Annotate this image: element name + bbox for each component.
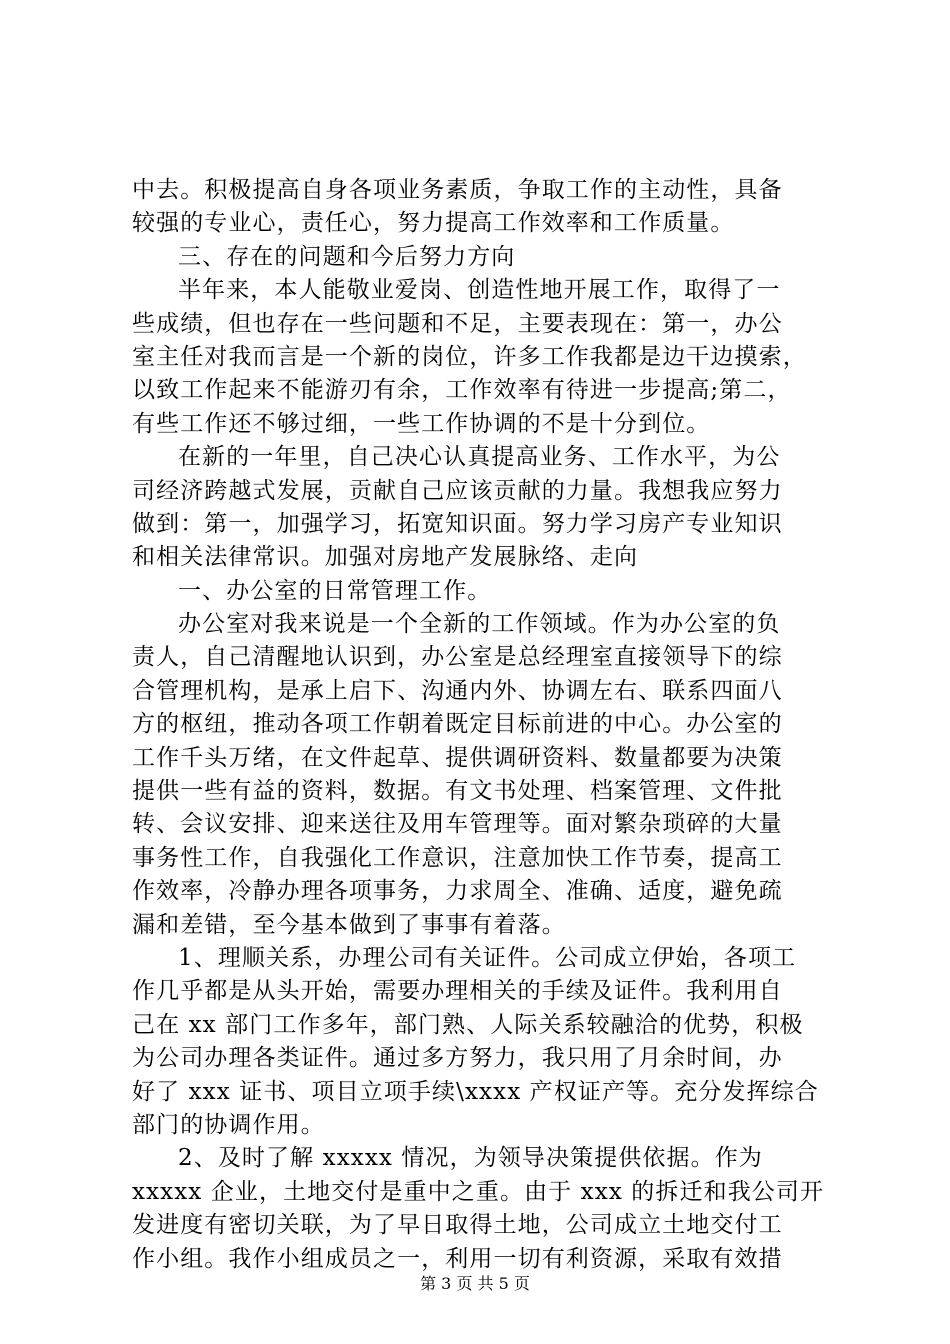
text-line: 提供一些有益的资料，数据。有文书处理、档案管理、文件批 — [132, 778, 783, 805]
text-line: 作小组。我作小组成员之一，利用一切有利资源，采取有效措 — [132, 1245, 783, 1272]
text-line: 作效率，冷静办理各项事务，力求周全、准确、适度，避免疏 — [132, 878, 783, 905]
page-number-label: 第 3 页 共 5 页 — [420, 1274, 530, 1293]
text-line: 作几乎都是从头开始，需要办理相关的手续及证件。我利用自 — [132, 978, 783, 1005]
text-line: 司经济跨越式发展，贡献自己应该贡献的力量。我想我应努力 — [132, 477, 783, 504]
text-line: 1、理顺关系，办理公司有关证件。公司成立伊始，各项工 — [178, 944, 797, 971]
text-line: 有些工作还不够过细，一些工作协调的不是十分到位。 — [132, 410, 711, 437]
text-line: 合管理机构，是承上启下、沟通内外、协调左右、联系四面八 — [132, 677, 783, 704]
text-line: 三、存在的问题和今后努力方向 — [178, 243, 516, 270]
text-line: 己在 xx 部门工作多年，部门熟、人际关系较融洽的优势，积极 — [132, 1011, 804, 1038]
text-line: 半年来，本人能敬业爱岗、创造性地开展工作，取得了一 — [178, 277, 781, 304]
text-line: 以致工作起来不能游刃有余，工作效率有待进一步提高;第二， — [132, 377, 792, 404]
text-line: 责人，自己清醒地认识到，办公室是总经理室直接领导下的综 — [132, 644, 783, 671]
text-line: 2、及时了解 xxxxx 情况，为领导决策提供依据。作为 — [178, 1145, 763, 1172]
text-line: 较强的专业心，责任心，努力提高工作效率和工作质量。 — [132, 210, 735, 237]
page-footer — [0, 1272, 950, 1296]
text-line: 中去。积极提高自身各项业务素质，争取工作的主动性，具备 — [132, 177, 783, 203]
text-line: 方的枢纽，推动各项工作朝着既定目标前进的中心。办公室的 — [132, 711, 783, 738]
text-line: 工作千头万绪，在文件起草、提供调研资料、数量都要为决策 — [132, 744, 783, 771]
text-line: 做到：第一，加强学习，拓宽知识面。努力学习房产专业知识 — [132, 510, 783, 537]
text-line: 和相关法律常识。加强对房地产发展脉络、走向 — [132, 544, 639, 571]
text-line: 事务性工作，自我强化工作意识，注意加快工作节奏，提高工 — [132, 844, 783, 871]
text-line: 办公室对我来说是一个全新的工作领域。作为办公室的负 — [178, 611, 781, 638]
text-line: 转、会议安排、迎来送往及用车管理等。面对繁杂琐碎的大量 — [132, 811, 783, 838]
document-body — [132, 174, 832, 1276]
text-line: 在新的一年里，自己决心认真提高业务、工作水平，为公 — [178, 444, 781, 471]
text-line: xxxxx 企业，土地交付是重中之重。由于 xxx 的拆迁和我公司开 — [132, 1178, 825, 1205]
text-line: 些成绩，但也存在一些问题和不足，主要表现在：第一，办公 — [132, 310, 783, 337]
text-line: 为公司办理各类证件。通过多方努力，我只用了月余时间，办 — [132, 1045, 783, 1072]
text-line: 漏和差错，至今基本做到了事事有着落。 — [132, 911, 566, 938]
text-line: 部门的协调作用。 — [132, 1111, 325, 1138]
text-line: 发进度有密切关联，为了早日取得土地，公司成立土地交付工 — [132, 1212, 783, 1239]
text-line: 一、办公室的日常管理工作。 — [178, 577, 492, 604]
text-line: 好了 xxx 证书、项目立项手续\xxxx 产权证产等。充分发挥综合 — [132, 1078, 819, 1105]
text-line: 室主任对我而言是一个新的岗位，许多工作我都是边干边摸索， — [132, 343, 807, 370]
